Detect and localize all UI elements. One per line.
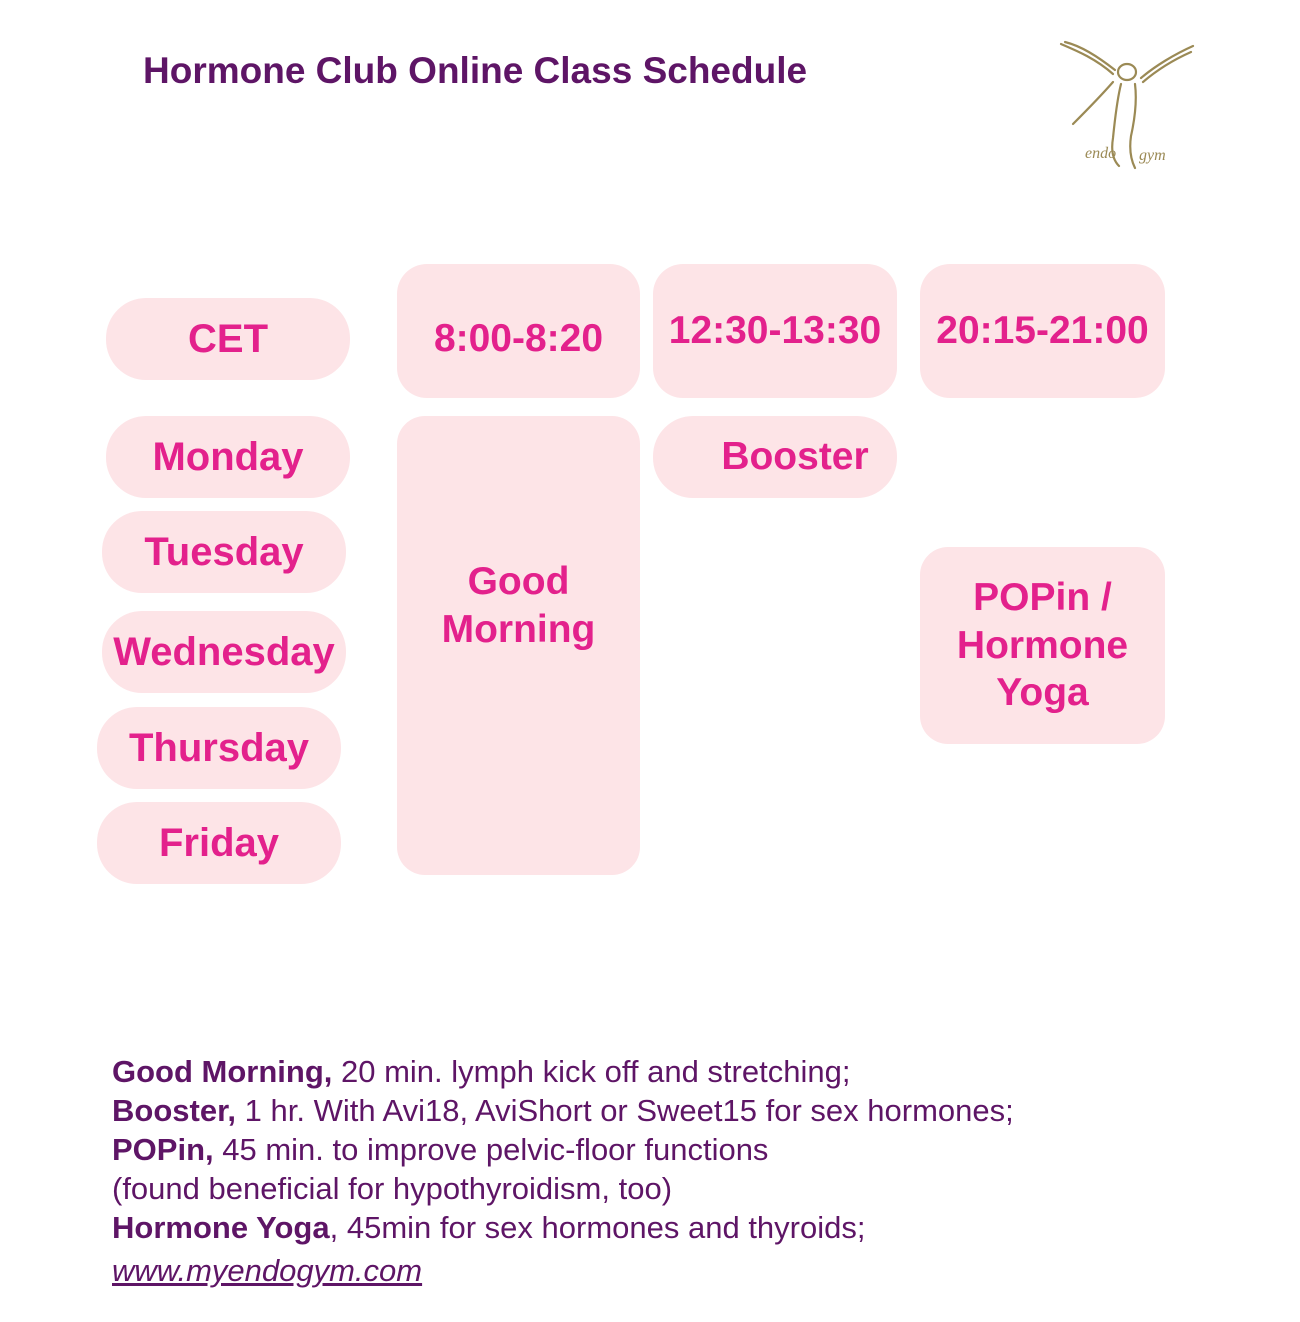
class-booster: Booster <box>653 416 897 498</box>
day-tuesday: Tuesday <box>102 511 346 593</box>
legend-booster <box>112 1091 1014 1130</box>
day-wednesday: Wednesday <box>102 611 346 693</box>
timezone-label: CET <box>106 298 350 380</box>
class-popin-hormone-yoga <box>920 547 1165 744</box>
legend-booster-name: Booster, <box>112 1093 237 1128</box>
legend-booster-desc: 1 hr. With Avi18, AviShort or Sweet15 for sex hormones; <box>236 1093 1014 1128</box>
legend-hormone-yoga <box>112 1208 1014 1247</box>
legend-popin <box>112 1130 1014 1169</box>
class-good-morning <box>397 416 640 875</box>
day-friday: Friday <box>97 802 341 884</box>
legend-popin-desc: 45 min. to improve pelvic-floor functions <box>213 1132 769 1167</box>
logo-text-right: gym <box>1139 147 1166 164</box>
day-thursday: Thursday <box>97 707 341 789</box>
page-title: Hormone Club Online Class Schedule <box>143 50 808 91</box>
legend-good-morning-name: Good Morning, <box>112 1054 333 1089</box>
time-slot-evening: 20:15-21:00 <box>920 264 1165 398</box>
class-good-morning-label: Good Morning <box>441 559 596 651</box>
class-legend <box>112 1052 1014 1290</box>
time-slot-noon: 12:30-13:30 <box>653 264 897 398</box>
time-slot-morning: 8:00-8:20 <box>397 264 640 398</box>
legend-hormone-yoga-desc: , 45min for sex hormones and thyroids; <box>329 1210 866 1245</box>
legend-popin-note: (found beneficial for hypothyroidism, too) <box>112 1171 673 1206</box>
endogym-logo-icon <box>1055 38 1197 178</box>
legend-good-morning <box>112 1052 1014 1091</box>
class-popin-hormone-yoga-label: POPin / Hormone Yoga <box>956 576 1129 715</box>
day-monday: Monday <box>106 416 350 498</box>
website-link[interactable]: www.myendogym.com <box>112 1253 423 1288</box>
legend-hormone-yoga-name: Hormone Yoga <box>112 1210 330 1245</box>
legend-popin-name: POPin, <box>112 1132 214 1167</box>
logo-text-left: endo <box>1085 145 1117 162</box>
legend-good-morning-desc: 20 min. lymph kick off and stretching; <box>332 1054 851 1089</box>
